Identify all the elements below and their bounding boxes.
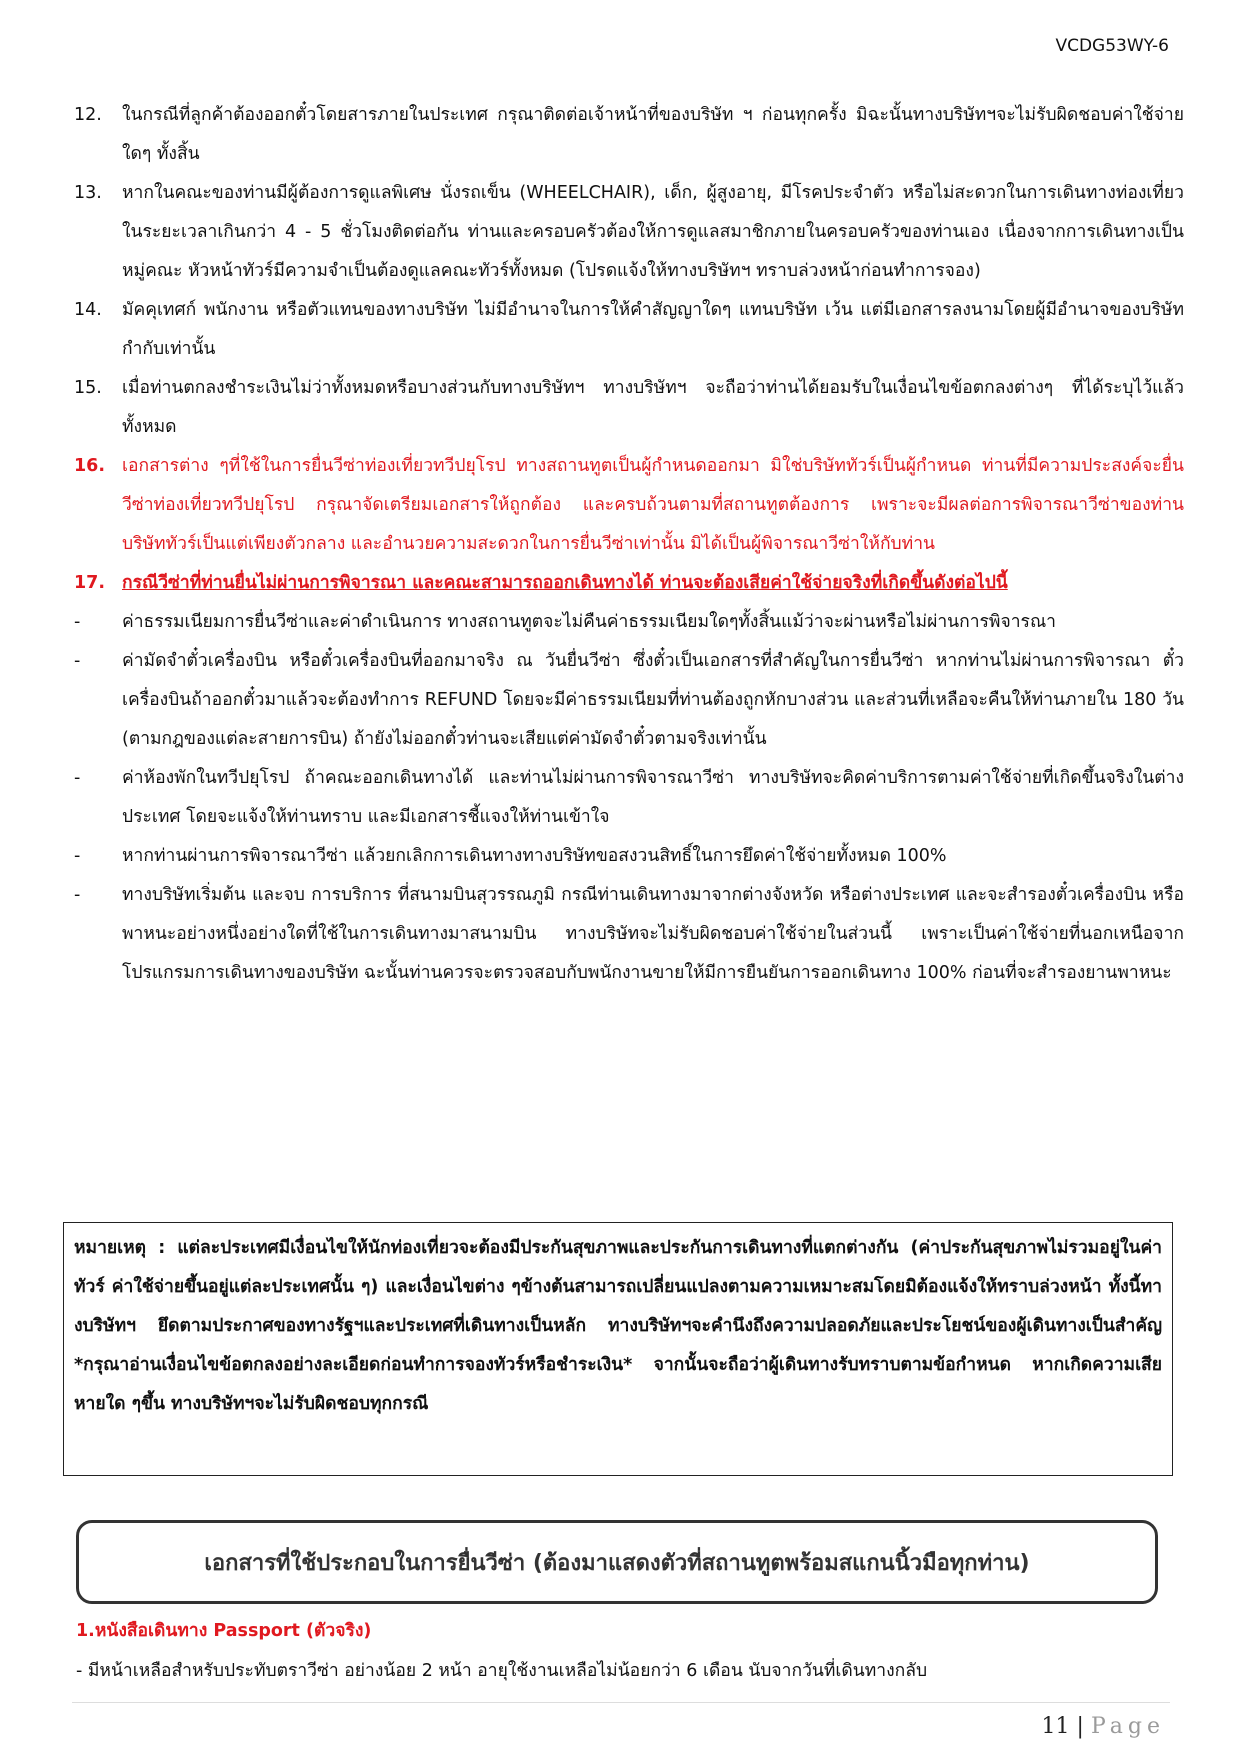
bullet-dash: - <box>74 651 81 671</box>
term-item <box>74 291 1184 369</box>
bullet-dash: - <box>74 846 81 866</box>
terms-list <box>74 96 1184 993</box>
term-item-visa-rejection <box>74 564 1184 603</box>
term-item <box>74 369 1184 447</box>
bullet-text: หากท่านผ่านการพิจารณาวีซ่า แล้วยกเลิกการเดินทางทางบริษัทขอสงวนสิทธิ์ในการยึดค่าใช้จ่ายทั้งหมด 100% <box>122 846 947 866</box>
term-text: ในกรณีที่ลูกค้าต้องออกตั๋วโดยสารภายในประเทศ กรุณาติดต่อเจ้าหน้าที่ของบริษัท ฯ ก่อนทุกครั้ง มิฉะนั้นทางบริษัทฯจะไม่รับผิดชอบค่าใช้จ่ายใดๆ ทั้งสิ้น <box>122 105 1184 164</box>
bullet-dash: - <box>74 612 81 632</box>
bullet-text: ค่าธรรมเนียมการยื่นวีซ่าและค่าดำเนินการ ทางสถานทูตจะไม่คืนค่าธรรมเนียมใดๆทั้งสิ้นแม้ว่าจะผ่านหรือไม่ผ่านการพิจารณา <box>122 612 1057 632</box>
term-number: 12. <box>74 105 102 125</box>
bullet-item <box>74 876 1184 993</box>
term-item-visa-documents <box>74 447 1184 564</box>
term-item <box>74 96 1184 174</box>
page-footer <box>1042 1714 1165 1739</box>
page-separator: | <box>1076 1714 1084 1739</box>
term-number: 15. <box>74 378 102 398</box>
bullet-item <box>74 642 1184 759</box>
page-number: 11 <box>1041 1714 1070 1739</box>
bullet-dash: - <box>74 768 81 788</box>
bullet-item <box>74 603 1184 642</box>
term-number: 16. <box>74 456 106 476</box>
term-text: หากในคณะของท่านมีผู้ต้องการดูแลพิเศษ นั่งรถเข็น (WHEELCHAIR), เด็ก, ผู้สูงอายุ, มีโรคประจำตัว หรือไม่สะดวกในการเดินทางท่องเที่ยวในระยะเวลาเกินกว่า 4 - 5 ชั่วโมงติดต่อกัน ท่านและครอบครัวต้องให้การดูแลสมาชิกภายในครอบครัวของท่านเอง เนื่องจากการเดินทางเป็นหมู่คณะ หัวหน้าทัวร์มีความจำเป็นต้องดูแลคณะทัวร์ทั้งหมด (โปรดแจ้งให้ทางบริษัทฯ ทราบล่วงหน้าก่อนทำการจอง) <box>122 183 1184 281</box>
footer-divider <box>72 1702 1170 1703</box>
bullet-item <box>74 837 1184 876</box>
passport-requirement: - มีหน้าเหลือสำหรับประทับตราวีซ่า อย่างน้อย 2 หน้า อายุใช้งานเหลือไม่น้อยกว่า 6 เดือน นับจากวันที่เดินทางกลับ <box>76 1661 928 1681</box>
documents-heading-text: เอกสารที่ใช้ประกอบในการยื่นวีซ่า (ต้องมาแสดงตัวที่สถานทูตพร้อมสแกนนิ้วมือทุกท่าน) <box>204 1550 1030 1576</box>
documents-heading <box>76 1520 1158 1604</box>
term-number: 17. <box>74 573 106 593</box>
remark-box: หมายเหตุ : แต่ละประเทศมีเงื่อนไขให้นักท่องเที่ยวจะต้องมีประกันสุขภาพและประกันการเดินทางที่แตกต่างกัน (ค่าประกันสุขภาพไม่รวมอยู่ในค่าทัวร์ ค่าใช้จ่ายขึ้นอยู่แต่ละประเทศนั้น ๆ) และเงื่อนไขต่าง ๆข้างต้นสามารถเปลี่ยนแปลงตามความเหมาะสมโดยมิต้องแจ้งให้ทราบล่วงหน้า ทั้งนี้ทางบริษัทฯ ยึดตามประกาศของทางรัฐฯและประเทศที่เดินทางเป็นหลัก ทางบริษัทฯจะคำนึงถึงความปลอดภัยและประโยชน์ของผู้เดินทางเป็นสำคัญ *กรุณาอ่านเงื่อนไขข้อตกลงอย่างละเอียดก่อนทำการจองทัวร์หรือชำระเงิน* จากนั้นจะถือว่าผู้เดินทางรับทราบตามข้อกำหนด หากเกิดความเสียหายใด ๆขึ้น ทางบริษัทฯจะไม่รับผิดชอบทุกกรณี <box>63 1222 1173 1476</box>
term-text: มัคคุเทศก์ พนักงาน หรือตัวแทนของทางบริษัท ไม่มีอำนาจในการให้คำสัญญาใดๆ แทนบริษัท เว้น แต่มีเอกสารลงนามโดยผู้มีอำนาจของบริษัทกำกับเท่านั้น <box>122 300 1184 359</box>
term-number: 14. <box>74 300 102 320</box>
term-number: 13. <box>74 183 102 203</box>
term-text: กรณีวีซ่าที่ท่านยื่นไม่ผ่านการพิจารณา และคณะสามารถออกเดินทางได้ ท่านจะต้องเสียค่าใช้จ่ายจริงที่เกิดขึ้นดังต่อไปนี้ <box>122 573 1008 593</box>
bullet-item <box>74 759 1184 837</box>
term-item <box>74 174 1184 291</box>
page-word: Page <box>1090 1714 1165 1739</box>
document-code: VCDG53WY-6 <box>1055 36 1169 56</box>
term-text: เอกสารต่าง ๆที่ใช้ในการยื่นวีซ่าท่องเที่ยวทวีปยุโรป ทางสถานทูตเป็นผู้กำหนดออกมา มิใช่บริษัททัวร์เป็นผู้กำหนด ท่านที่มีความประสงค์จะยื่นวีซ่าท่องเที่ยวทวีปยุโรป กรุณาจัดเตรียมเอกสารให้ถูกต้อง และครบถ้วนตามที่สถานทูตต้องการ เพราะจะมีผลต่อการพิจารณาวีซ่าของท่าน บริษัททัวร์เป็นแต่เพียงตัวกลาง และอำนวยความสะดวกในการยื่นวีซ่าเท่านั้น มิได้เป็นผู้พิจารณาวีซ่าให้กับท่าน <box>122 456 1184 554</box>
bullet-text: ค่าห้องพักในทวีปยุโรป ถ้าคณะออกเดินทางได้ และท่านไม่ผ่านการพิจารณาวีซ่า ทางบริษัทจะคิดค่าบริการตามค่าใช้จ่ายที่เกิดขึ้นจริงในต่างประเทศ โดยจะแจ้งให้ท่านทราบ และมีเอกสารชี้แจงให้ท่านเข้าใจ <box>122 768 1184 827</box>
bullet-text: ค่ามัดจำตั๋วเครื่องบิน หรือตั๋วเครื่องบินที่ออกมาจริง ณ วันยื่นวีซ่า ซึ่งตั๋วเป็นเอกสารที่สำคัญในการยื่นวีซ่า หากท่านไม่ผ่านการพิจารณา ตั๋วเครื่องบินถ้าออกตั๋วมาแล้วจะต้องทำการ REFUND โดยจะมีค่าธรรมเนียมที่ท่านต้องถูกหักบางส่วน และส่วนที่เหลือจะคืนให้ท่านภายใน 180 วัน (ตามกฎของแต่ละสายการบิน) ถ้ายังไม่ออกตั๋วท่านจะเสียแต่ค่ามัดจำตั๋วตามจริงเท่านั้น <box>122 651 1184 749</box>
term-text: เมื่อท่านตกลงชำระเงินไม่ว่าทั้งหมดหรือบางส่วนกับทางบริษัทฯ ทางบริษัทฯ จะถือว่าท่านได้ยอมรับในเงื่อนไขข้อตกลงต่างๆ ที่ได้ระบุไว้แล้วทั้งหมด <box>122 378 1184 437</box>
bullet-text: ทางบริษัทเริ่มต้น และจบ การบริการ ที่สนามบินสุวรรณภูมิ กรณีท่านเดินทางมาจากต่างจังหวัด หรือต่างประเทศ และจะสำรองตั๋วเครื่องบิน หรือพาหนะอย่างหนึ่งอย่างใดที่ใช้ในการเดินทางมาสนามบิน ทางบริษัทจะไม่รับผิดชอบค่าใช้จ่ายในส่วนนี้ เพราะเป็นค่าใช้จ่ายที่นอกเหนือจากโปรแกรมการเดินทางของบริษัท ฉะนั้นท่านควรจะตรวจสอบกับพนักงานขายให้มีการยืนยันการออกเดินทาง 100% ก่อนที่จะสำรองยานพาหนะ <box>122 885 1184 983</box>
passport-section-title: 1.หนังสือเดินทาง Passport (ตัวจริง) <box>76 1621 372 1641</box>
bullet-dash: - <box>74 885 81 905</box>
